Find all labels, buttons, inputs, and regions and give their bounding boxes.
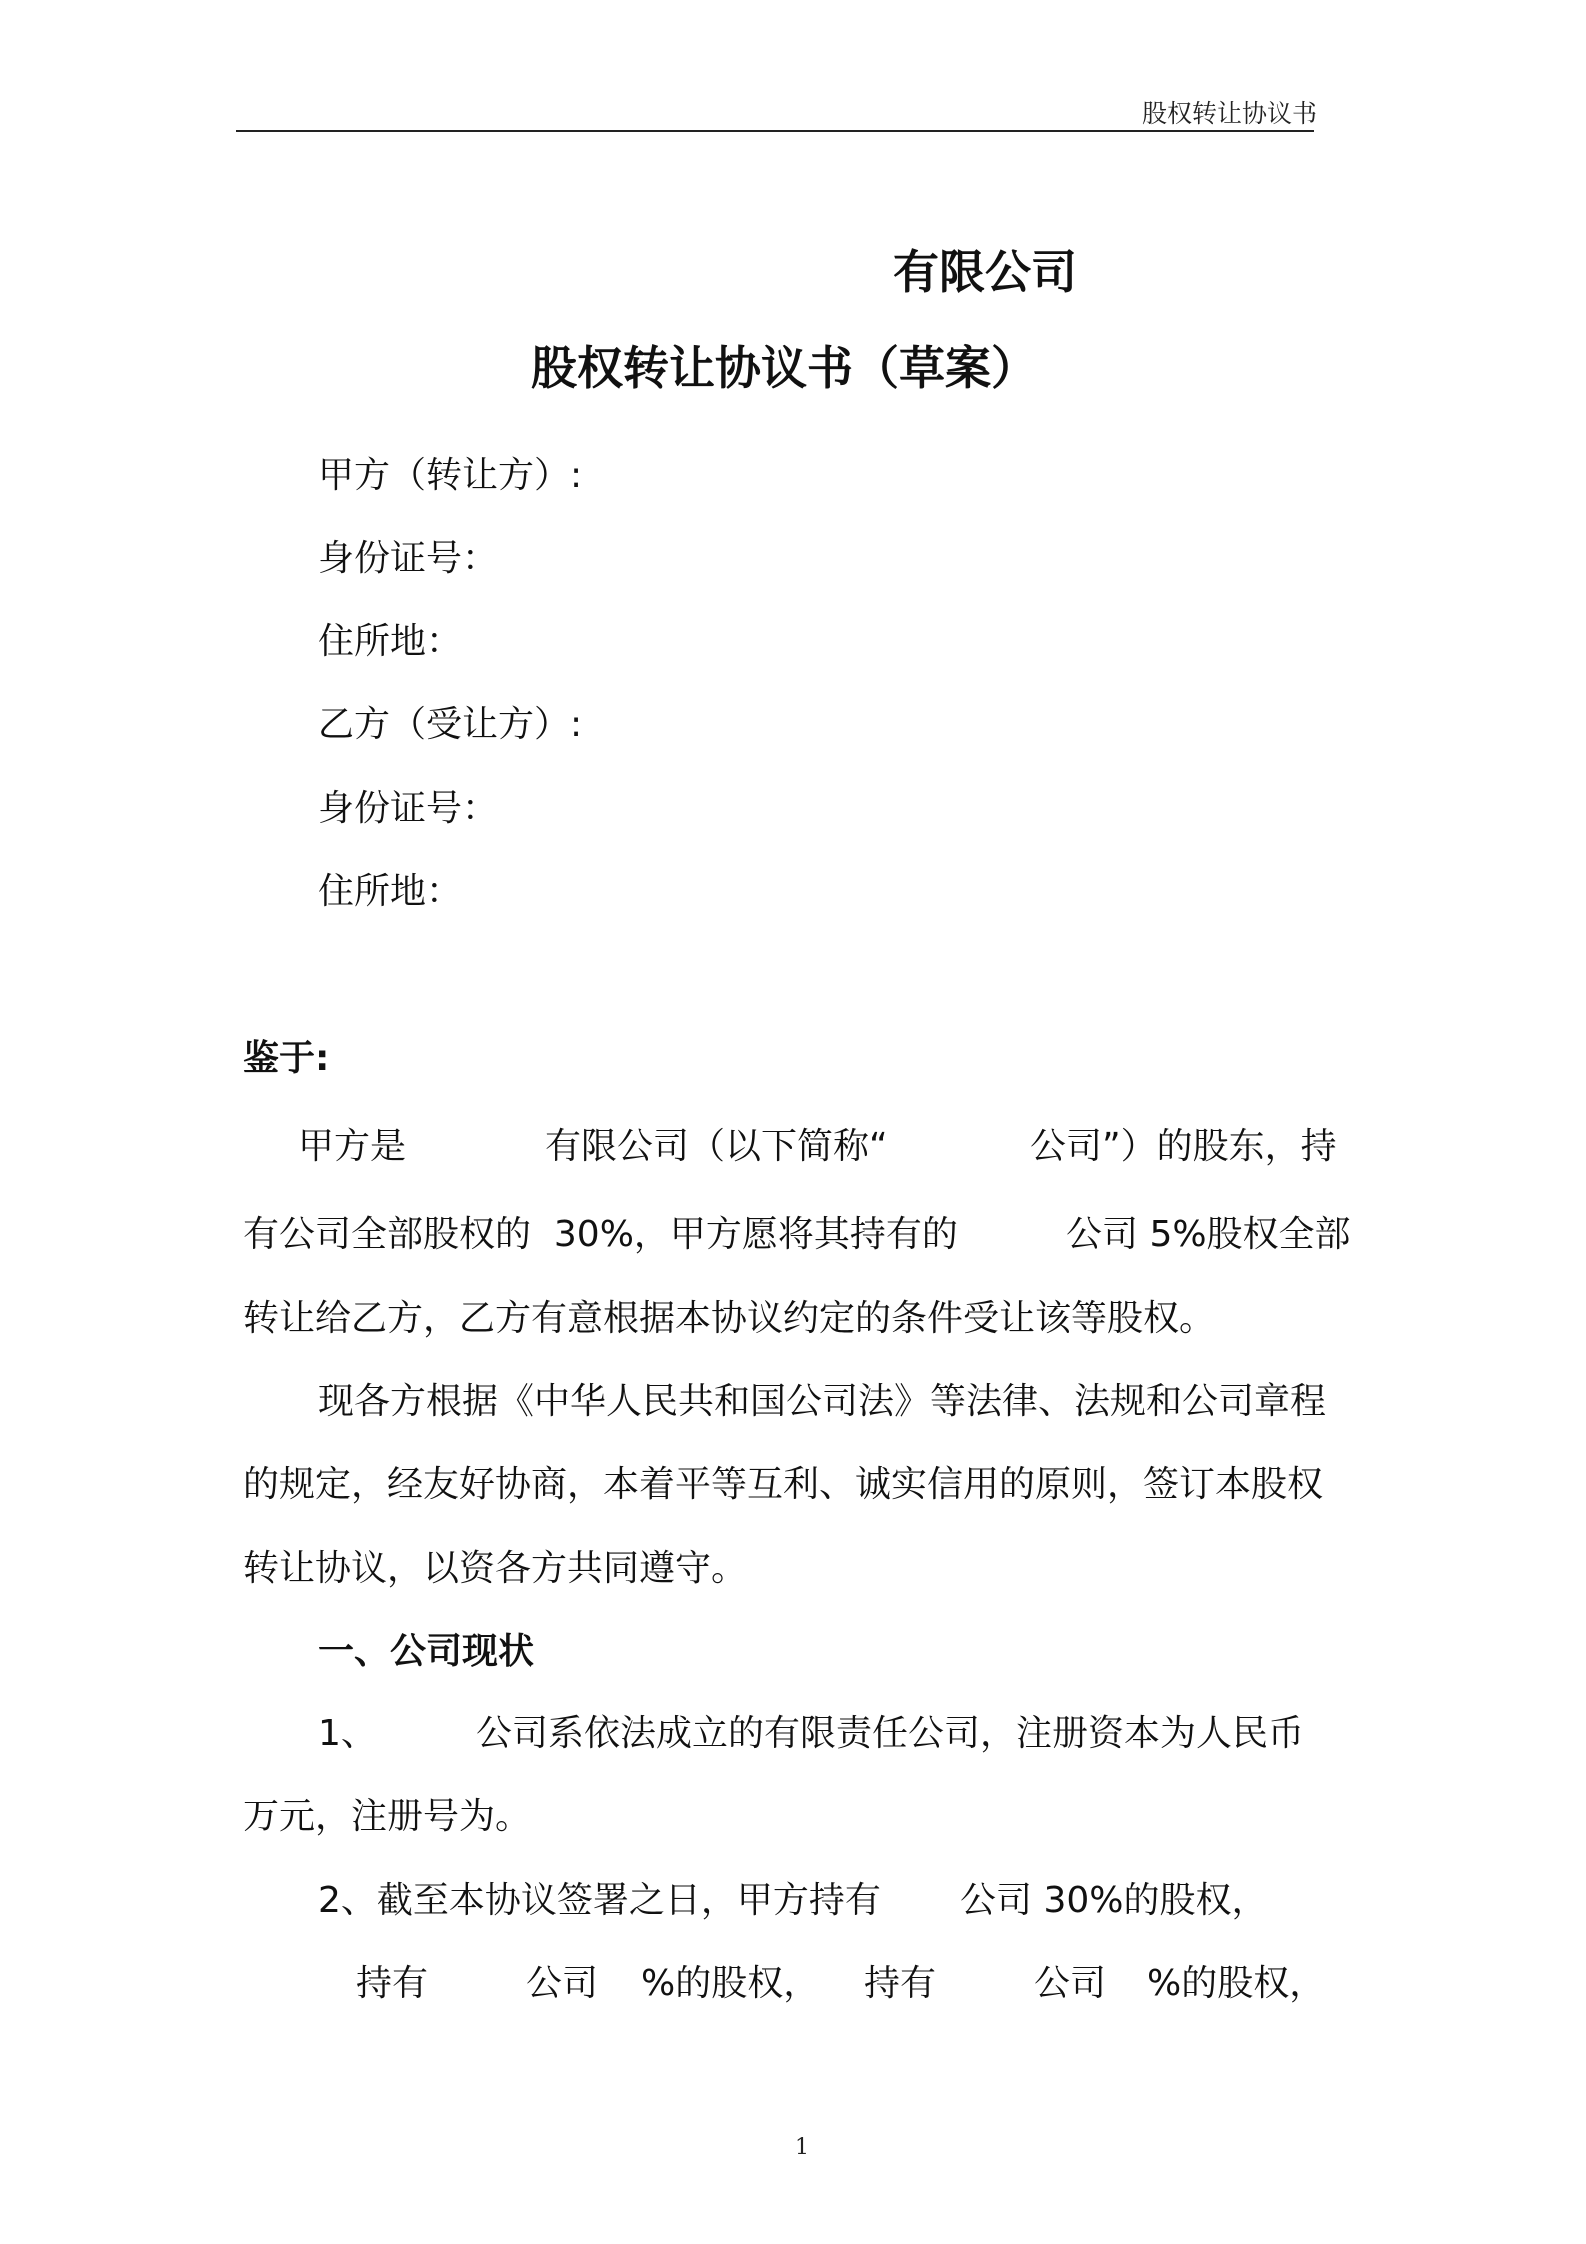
whereas-p2-line3: 转让协议，以资各方共同遵守。 (243, 1548, 748, 1589)
section1-item2-line2-e: 公司 (1034, 1963, 1107, 2004)
section1-item2-line2-c: %的股权， (641, 1963, 820, 2004)
section1-item1-line2: 万元，注册号为。 (243, 1796, 532, 1837)
running-header: 股权转让协议书 (1142, 99, 1318, 128)
section1-item1-line1: 公司系依法成立的有限责任公司，注册资本为人民币 (476, 1713, 1305, 1754)
section1-item2-line2-d: 持有 (864, 1963, 937, 2004)
whereas-heading: 鉴于: (243, 1038, 330, 1079)
whereas-p2-line1: 现各方根据《中华人民共和国公司法》等法律、法规和公司章程 (318, 1381, 1327, 1422)
party-b-address-label: 住所地： (318, 871, 463, 912)
party-a-id-label: 身份证号： (318, 538, 499, 579)
party-a-label: 甲方（转让方）: (318, 455, 583, 496)
section1-item2-line1-a: 2、截至本协议签署之日，甲方持有 (318, 1880, 881, 1921)
title-company-line: 有限公司 (893, 245, 1077, 299)
whereas-p1-line1-b: 有限公司（以下简称“ (545, 1126, 888, 1167)
page-number: 1 (795, 2135, 809, 2160)
party-a-address-label: 住所地： (318, 621, 463, 662)
section1-heading: 一、公司现状 (318, 1631, 535, 1672)
section1-item2-line2-b: 公司 (526, 1963, 599, 2004)
header-rule (236, 130, 1314, 132)
whereas-p1-line1-a: 甲方是 (298, 1126, 407, 1167)
party-b-id-label: 身份证号： (318, 788, 499, 829)
section1-item2-line2-a: 持有 (356, 1963, 429, 2004)
page-title: 股权转让协议书（草案） (531, 341, 1037, 395)
whereas-p1-line3: 转让给乙方，乙方有意根据本协议约定的条件受让该等股权。 (243, 1298, 1216, 1339)
section1-item2-line1-b: 公司 30%的股权， (960, 1880, 1268, 1921)
whereas-p1-line2-b: 公司 5%股权全部 (1066, 1214, 1351, 1255)
whereas-p2-line2: 的规定，经友好协商，本着平等互利、诚实信用的原则，签订本股权 (243, 1464, 1324, 1505)
section1-item1-number: 1、 (318, 1713, 377, 1754)
party-b-label: 乙方（受让方）: (318, 704, 583, 745)
whereas-p1-line1-c: 公司”）的股东，持 (1030, 1126, 1337, 1167)
whereas-p1-line2-a: 有公司全部股权的 30%，甲方愿将其持有的 (243, 1214, 958, 1255)
section1-item2-line2-f: %的股权， (1147, 1963, 1326, 2004)
